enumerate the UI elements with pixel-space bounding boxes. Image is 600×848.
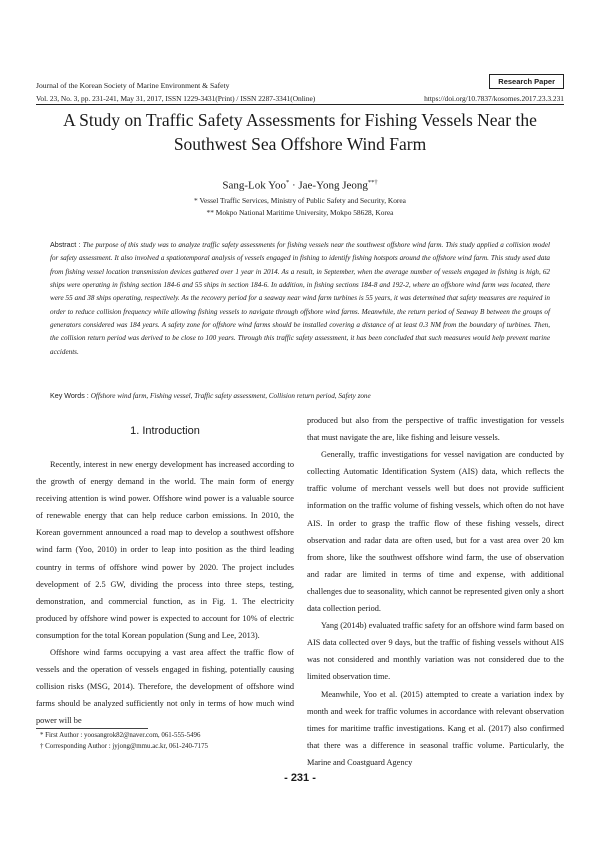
body-paragraph: Recently, interest in new energy development has increased according to the growth of energy demand in the world. The main form of energy receiving attention is wind power. Offshore wind power is a valuable source of renewable energy that can help reduce carbon emissions. In 2010, the Korean government announced a road map to develop a southwest offshore wind farm (Yoo, 2010) in order to leap into position as the third leading country in terms of offshore wind power by 2020. The project includes development of 2.5 GW, dividing the process into three steps, testing, demonstration, and commercial function, as in Fig. 1. The electricity produced by offshore wind power is expected to account for 10% of electric consumption for the total Korean population (Sung and Lee, 2013). bbox=[36, 460, 294, 640]
author-separator: · bbox=[289, 179, 299, 192]
abstract bbox=[50, 239, 550, 359]
journal-name: Journal of the Korean Society of Marine Environment & Safety bbox=[36, 81, 230, 90]
abstract-label: Abstract : bbox=[50, 241, 83, 249]
body-paragraph: Yang (2014b) evaluated traffic safety for an offshore wind farm based on AIS data collected over 9 days, but the traffic of fishing vessels without AIS was not considered and monthly variation was not considered due to the limited observation time. bbox=[307, 621, 564, 682]
keywords-label: Key Words : bbox=[50, 392, 91, 400]
right-column bbox=[307, 412, 564, 771]
footnote-first-author: * First Author : yoosangrok82@naver.com, 061-555-5496 bbox=[40, 732, 201, 739]
affiliation-2: ** Mokpo National Maritime University, Mokpo 58628, Korea bbox=[206, 208, 394, 217]
footnote-rule bbox=[36, 728, 148, 729]
body-paragraph: Meanwhile, Yoo et al. (2015) attempted to create a variation index by month and week for traffic volumes in accordance with relevant observation times for maritime traffic investigations. Kang et al. (2017) also confirmed that there was a difference in seasonal traffic volume. Particularly, the Marine and Coastguard Agency bbox=[307, 689, 564, 767]
affiliation-1: * Vessel Traffic Services, Ministry of Public Safety and Security, Korea bbox=[194, 196, 406, 205]
doi-link[interactable]: https://doi.org/10.7837/kosomes.2017.23.3.231 bbox=[424, 94, 564, 103]
body-paragraph: Generally, traffic investigations for vessel navigation are conducted by collecting Automatic Identification System (AIS) data, which reflects the traffic volume of merchant vessels well but does not provide sufficient information on the traffic volume of fishing vessels, which often do not have AIS. In order to grasp the traffic flow of these fishing vessels, direct observation and radar data are often used, but for a vast area over 20 km from shore, like the southwest offshore wind farm, the use of observation and radar are limited in terms of time and expense, with additional challenges due to seasonality, which cannot be represented given only a short data collection period. bbox=[307, 450, 564, 614]
author-1: Sang-Lok Yoo bbox=[222, 179, 286, 192]
left-column bbox=[36, 456, 294, 730]
keywords-text: Offshore wind farm, Fishing vessel, Traffic safety assessment, Collision return period, Safety zone bbox=[90, 392, 371, 400]
author-1-mark: * bbox=[285, 179, 290, 186]
author-2-mark: **† bbox=[367, 179, 378, 186]
section-heading-introduction: 1. Introduction bbox=[130, 425, 200, 437]
body-paragraph: Offshore wind farms occupying a vast area affect the traffic flow of vessels and the operation of vessels engaged in fishing, potentially causing collision risks (MSG, 2014). Therefore, the development of offshore wind farms should be analyzed sufficiently not only in terms of how much wind power will be bbox=[36, 648, 294, 726]
abstract-text: The purpose of this study was to analyze traffic safety assessments for fishing vessels near the southwest offshore wind farm. This study applied a collision model for safety assessment. It also involved a spatiotemporal analysis of vessels engaged in fishing to identify fishing hotspots around the offshore wind farm. This study used data from fishing vessel location transmission devices gathered over 1 year in 2014. As a result, in September, when the average number of vessels engaged in fishing is high, 62 ships were operating in fishing section 184-6 and 55 ships in section 184-6. In addition, in fishing sections 184-8 and 192-2, where an offshore wind farm was located, there were 55 and 38 ships operating, respectively. As the recovery period for a seaway near wind farm turbines is 55 years, it was determined that safety measures are required in order to reduce collision frequency while allowing fishing vessels to navigate through offshore wind farms. Meanwhile, the return period of Seaway B between the groups of generators considered was 184 years. A safety zone for offshore wind farms should be installed covering a distance of at least 0.3 NM from the boundary of turbines. Then, the collision return period was derived to be close to 100 years. Through this traffic safety assessment, it has been concluded that such measures would help prevent marine accidents. bbox=[50, 241, 550, 356]
author-line bbox=[100, 176, 500, 193]
page-number: - 231 - bbox=[284, 772, 316, 784]
paper-title: A Study on Traffic Safety Assessments for Fishing Vessels Near the Southwest Sea Offshore Wind Farm bbox=[63, 110, 537, 154]
keywords bbox=[50, 391, 550, 402]
article-type-badge: Research Paper bbox=[489, 74, 564, 89]
header-rule bbox=[36, 104, 564, 105]
volume-issn-line: Vol. 23, No. 3, pp. 231-241, May 31, 2017, ISSN 1229-3431(Print) / ISSN 2287-3341(Online) bbox=[36, 94, 316, 103]
footnote-corresponding-author: † Corresponding Author : jyjong@mmu.ac.kr, 061-240-7175 bbox=[40, 743, 208, 750]
body-paragraph: produced but also from the perspective of traffic investigation for vessels that must navigate the are, like fishing and leisure vessels. bbox=[307, 416, 564, 443]
author-2: Jae-Yong Jeong bbox=[298, 179, 368, 192]
